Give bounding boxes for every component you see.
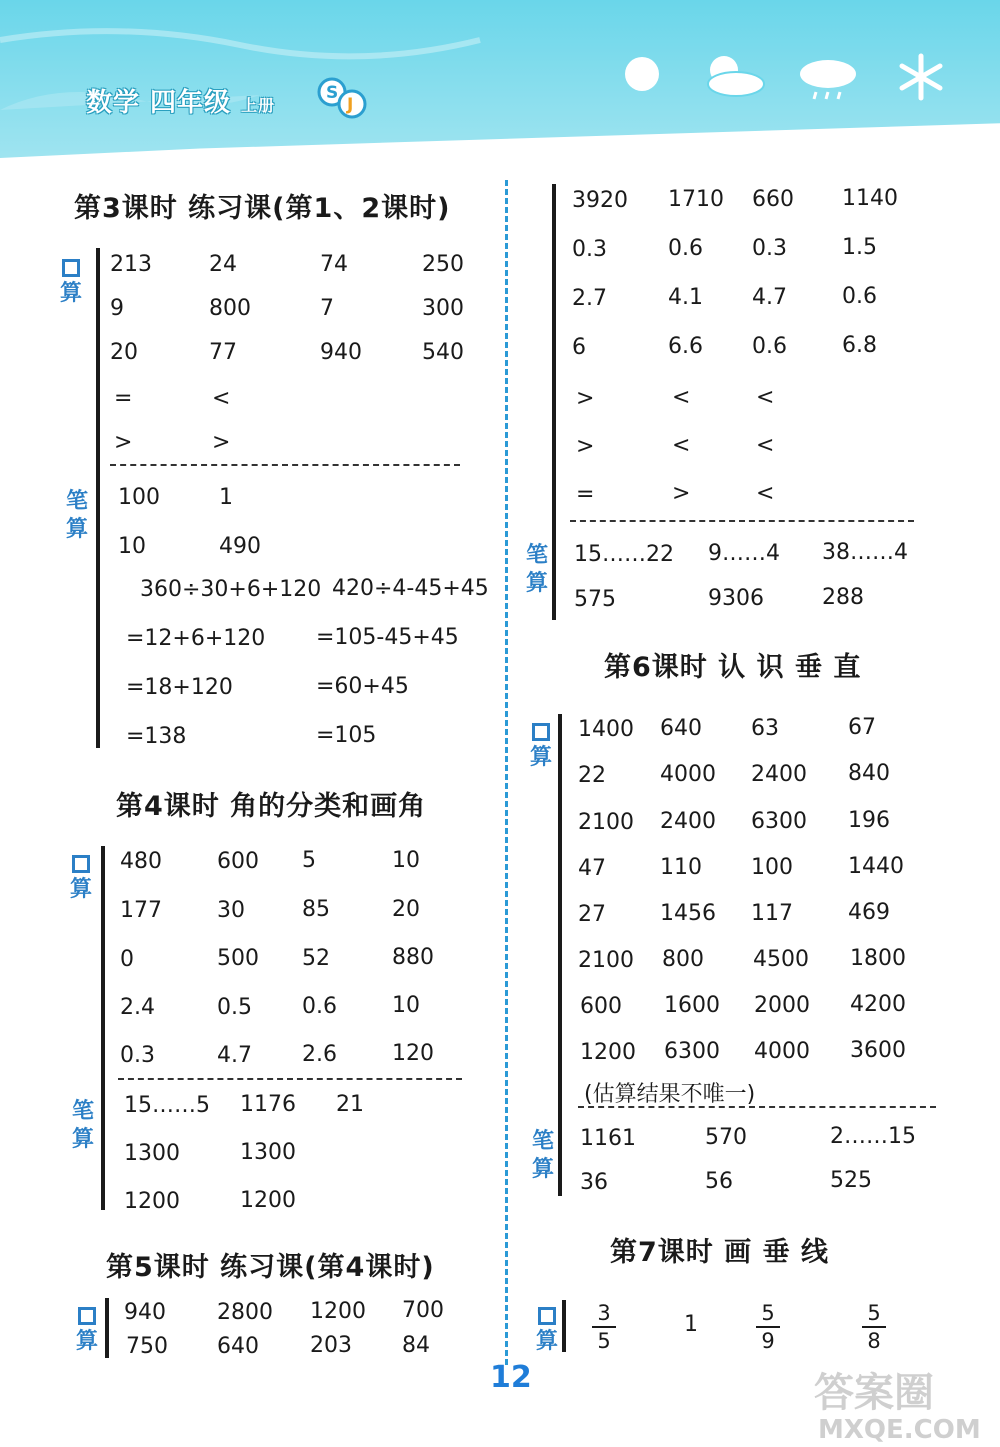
answer-cell: 288: [822, 585, 864, 610]
answer-cell: 4000: [754, 1039, 810, 1064]
answer-cell: 1400: [578, 717, 634, 742]
answer-bar: [552, 184, 556, 620]
answer-cell: 30: [217, 898, 245, 923]
answer-cell: 15……5: [124, 1093, 210, 1118]
calc-step: =138: [126, 724, 187, 749]
answer-cell: 600: [217, 849, 259, 874]
section-title-lesson-7: 第7课时 画 垂 线: [610, 1237, 829, 1268]
answer-cell: 74: [320, 252, 348, 277]
answer-cell: 2100: [578, 810, 634, 835]
answer-cell: 3920: [572, 188, 628, 213]
answer-cell: 1600: [664, 993, 720, 1018]
partly-cloudy-icon: [700, 52, 770, 102]
answer-bar: [101, 846, 105, 1210]
answer-cell: 6: [572, 335, 586, 360]
answer-cell: 1200: [580, 1040, 636, 1065]
fraction-answer: $\frac{5}{9}$: [756, 1300, 780, 1354]
oral-calc-tag: 算: [68, 852, 94, 904]
estimate-note: (估算结果不唯一): [584, 1082, 756, 1107]
answer-cell: 1710: [668, 187, 724, 212]
calc-step: =12+6+120: [126, 626, 266, 651]
answer-cell: 640: [217, 1334, 259, 1359]
answer-cell: 2.7: [572, 286, 607, 311]
calc-step: 360÷30+6+120: [140, 577, 322, 602]
svg-text:J: J: [347, 95, 354, 115]
answer-cell: 4500: [753, 947, 809, 972]
answer-cell: 21: [336, 1092, 364, 1117]
answer-cell: 2000: [754, 993, 810, 1018]
page-number: 12: [490, 1360, 532, 1395]
answer-cell: 63: [751, 716, 779, 741]
answer-cell: 1200: [124, 1189, 180, 1214]
column-divider: [505, 180, 508, 1365]
answer-cell: 15……22: [574, 542, 674, 567]
answer-cell: 100: [118, 485, 160, 510]
answer-cell: 6300: [664, 1039, 720, 1064]
answer-cell: 27: [578, 902, 606, 927]
calc-step: =105-45+45: [316, 625, 459, 650]
answer-cell: 2.6: [302, 1042, 337, 1067]
answer-cell: 0.3: [572, 237, 607, 262]
answer-cell: 2.4: [120, 995, 155, 1020]
section-title-lesson-3: 第3课时 练习课(第1、2课时): [74, 193, 451, 224]
oral-calc-tag: 算: [534, 1304, 560, 1356]
answer-cell: 84: [402, 1333, 430, 1358]
section-title-lesson-4: 第4课时 角的分类和画角: [116, 791, 427, 822]
answer-cell: 800: [662, 947, 704, 972]
oral-calc-tag: 算: [528, 720, 554, 772]
answer-cell: 0.3: [752, 236, 787, 261]
answer-cell: <: [756, 481, 775, 506]
answer-cell: 600: [580, 994, 622, 1019]
answer-cell: 9306: [708, 586, 764, 611]
answer-cell: 880: [392, 945, 434, 970]
answer-cell: 840: [848, 761, 890, 786]
answer-cell: 10: [118, 534, 146, 559]
answer-cell: <: [756, 433, 775, 458]
answer-cell: 0.6: [752, 334, 787, 359]
oral-calc-tag: 算: [58, 256, 84, 308]
answer-cell: >: [212, 430, 231, 455]
answer-cell: >: [114, 430, 133, 455]
answer-cell: 0.6: [302, 994, 337, 1019]
answer-cell: 1456: [660, 901, 716, 926]
answer-cell: 570: [705, 1125, 747, 1150]
answer-cell: 36: [580, 1170, 608, 1195]
answer-cell: 67: [848, 715, 876, 740]
answer-cell: 1200: [310, 1299, 366, 1324]
calc-step: 420÷4-45+45: [332, 576, 489, 601]
answer-cell: 0.6: [668, 236, 703, 261]
answer-cell: <: [212, 386, 231, 411]
answer-cell: 110: [660, 855, 702, 880]
written-calc-tag: 笔算: [65, 489, 88, 542]
answer-cell: >: [672, 481, 691, 506]
answer-cell: 940: [124, 1300, 166, 1325]
answer-cell: 2800: [217, 1300, 273, 1325]
answer-cell: 250: [422, 252, 464, 277]
answer-cell: 7: [320, 296, 334, 321]
answer-cell: 117: [751, 901, 793, 926]
answer-cell: 56: [705, 1169, 733, 1194]
answer-cell: 1.5: [842, 235, 877, 260]
answer-cell: 1140: [842, 186, 898, 211]
answer-cell: 0.5: [217, 995, 252, 1020]
answer-cell: 0.3: [120, 1043, 155, 1068]
sj-badge-icon: [316, 76, 372, 120]
answer-cell: <: [672, 433, 691, 458]
rain-cloud-icon: [794, 52, 864, 102]
svg-text:S: S: [326, 83, 339, 103]
divider-line: [118, 1078, 462, 1080]
answer-cell: 1: [684, 1312, 698, 1337]
answer-cell: 1440: [848, 854, 904, 879]
divider-line: [578, 1106, 936, 1108]
book-title: 数学 四年级 上册: [86, 88, 276, 118]
answer-cell: 540: [422, 340, 464, 365]
answer-bar: [562, 1300, 566, 1352]
written-calc-tag: 笔算: [71, 1099, 94, 1152]
written-calc-tag: 笔算: [531, 1129, 554, 1182]
answer-cell: =: [114, 386, 133, 411]
answer-cell: >: [576, 386, 595, 411]
answer-cell: 22: [578, 763, 606, 788]
answer-cell: 2400: [660, 809, 716, 834]
answer-cell: 120: [392, 1041, 434, 1066]
answer-cell: 1: [219, 485, 233, 510]
answer-cell: 24: [209, 252, 237, 277]
answer-cell: 2100: [578, 948, 634, 973]
answer-cell: 203: [310, 1333, 352, 1358]
section-title-lesson-5: 第5课时 练习课(第4课时): [106, 1252, 435, 1283]
answer-cell: 4000: [660, 762, 716, 787]
fraction-answer: $\frac{3}{5}$: [592, 1300, 616, 1354]
calc-step: =105: [316, 723, 377, 748]
watermark-logo: [808, 1360, 998, 1445]
calc-step: =18+120: [126, 675, 233, 700]
answer-cell: 4.1: [668, 285, 703, 310]
answer-cell: <: [672, 385, 691, 410]
divider-line: [570, 520, 914, 522]
sun-icon: [612, 52, 682, 102]
answer-cell: 6.6: [668, 334, 703, 359]
answer-cell: 0: [120, 947, 134, 972]
oral-calc-tag: 算: [74, 1304, 100, 1356]
answer-cell: 213: [110, 252, 152, 277]
snowflake-icon: [888, 52, 958, 102]
section-title-lesson-6: 第6课时 认 识 垂 直: [604, 652, 862, 683]
answer-cell: 10: [392, 848, 420, 873]
written-calc-tag: 笔算: [525, 543, 548, 596]
answer-cell: 2400: [751, 762, 807, 787]
answer-cell: 10: [392, 993, 420, 1018]
answer-cell: 1300: [124, 1141, 180, 1166]
answer-cell: 2……15: [830, 1124, 916, 1149]
answer-cell: 1176: [240, 1092, 296, 1117]
answer-cell: 20: [110, 340, 138, 365]
answer-cell: 525: [830, 1168, 872, 1193]
answer-cell: 20: [392, 897, 420, 922]
answer-cell: 700: [402, 1298, 444, 1323]
answer-cell: 1200: [240, 1188, 296, 1213]
answer-cell: 6.8: [842, 333, 877, 358]
answer-cell: 4.7: [217, 1043, 252, 1068]
answer-cell: 196: [848, 808, 890, 833]
answer-cell: 469: [848, 900, 890, 925]
answer-cell: 480: [120, 849, 162, 874]
answer-cell: <: [756, 385, 775, 410]
answer-bar: [105, 1298, 109, 1358]
answer-cell: 1300: [240, 1140, 296, 1165]
answer-cell: 177: [120, 898, 162, 923]
answer-cell: 5: [302, 848, 316, 873]
answer-cell: 575: [574, 587, 616, 612]
divider-line: [110, 464, 460, 466]
svg-text:答案圈: 答案圈: [814, 1370, 934, 1416]
answer-cell: 0.6: [842, 284, 877, 309]
answer-cell: 9……4: [708, 541, 780, 566]
answer-cell: 1800: [850, 946, 906, 971]
answer-cell: 300: [422, 296, 464, 321]
answer-cell: 77: [209, 340, 237, 365]
answer-cell: 100: [751, 855, 793, 880]
answer-cell: 9: [110, 296, 124, 321]
answer-cell: 660: [752, 187, 794, 212]
answer-cell: 4.7: [752, 285, 787, 310]
answer-cell: >: [576, 434, 595, 459]
answer-cell: 3600: [850, 1038, 906, 1063]
answer-cell: 640: [660, 716, 702, 741]
answer-cell: 38……4: [822, 540, 908, 565]
answer-cell: 750: [126, 1334, 168, 1359]
answer-cell: 47: [578, 856, 606, 881]
answer-cell: =: [576, 482, 595, 507]
answer-cell: 52: [302, 946, 330, 971]
answer-cell: 500: [217, 946, 259, 971]
answer-cell: 1161: [580, 1126, 636, 1151]
answer-cell: 85: [302, 897, 330, 922]
answer-cell: 940: [320, 340, 362, 365]
answer-bar: [558, 714, 562, 1196]
fraction-answer: $\frac{5}{8}$: [862, 1300, 886, 1354]
answer-cell: 800: [209, 296, 251, 321]
answer-cell: 6300: [751, 809, 807, 834]
answer-bar: [96, 248, 100, 748]
answer-cell: 4200: [850, 992, 906, 1017]
answer-cell: 490: [219, 534, 261, 559]
svg-text:MXQE.COM: MXQE.COM: [818, 1415, 981, 1445]
calc-step: =60+45: [316, 674, 409, 699]
